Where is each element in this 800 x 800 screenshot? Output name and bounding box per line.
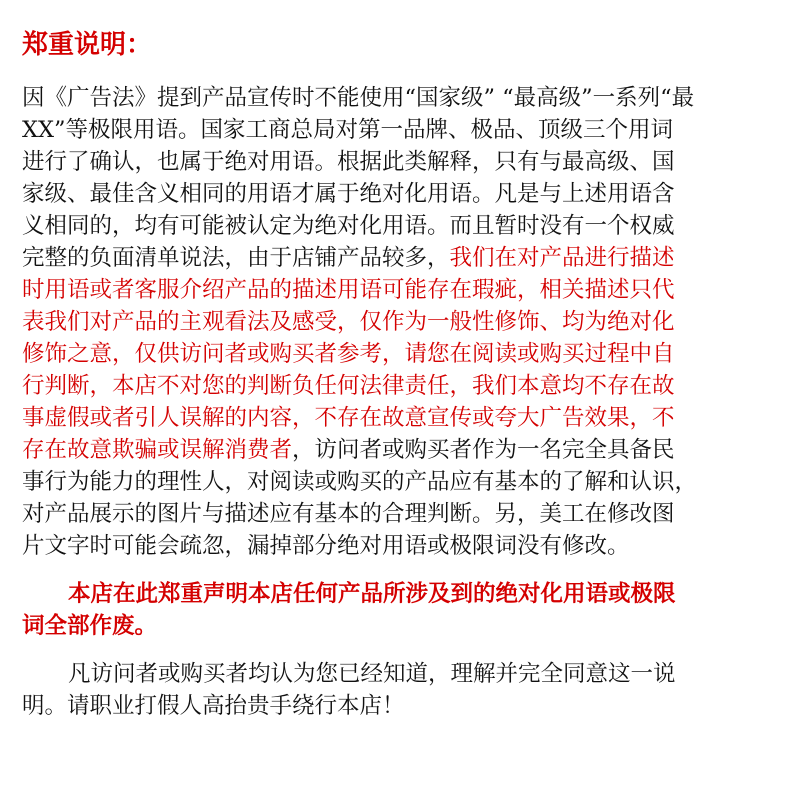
closing-line-2: 明。请职业打假人高抬贵手绕行本店！	[22, 693, 405, 719]
paragraph-1-line-9	[22, 338, 675, 370]
paragraph-1-line-5	[22, 210, 675, 242]
text-segment: 片文字时可能会疏忽，漏掉部分绝对用语或极限词没有修改。	[22, 533, 630, 559]
text-segment: 事行为能力的理性人，对阅读或购买的产品应有基本的了解和认识，	[22, 469, 698, 495]
paragraph-1-line-10	[22, 370, 675, 402]
text-segment: 对产品展示的图片与描述应有基本的合理判断。另，美工在修改图	[22, 501, 675, 527]
text-segment: XX”等极限用语。国家工商总局对第一品牌、极品、顶级三个用词	[22, 117, 674, 143]
paragraph-1-line-12	[22, 434, 675, 466]
statement-line-1: 本店在此郑重声明本店任何产品所涉及到的绝对化用语或极限	[68, 581, 676, 607]
text-segment: 因《广告法》提到产品宣传时不能使用“国家级” “最高级”一系列“最	[22, 85, 695, 111]
paragraph-1-line-6	[22, 242, 675, 274]
paragraph-1-line-15	[22, 530, 630, 562]
highlighted-text-segment: 行判断，本店不对您的判断负任何法律责任，我们本意均不存在故	[22, 373, 675, 399]
text-segment: 家级、最佳含义相同的用语才属于绝对化用语。凡是与上述用语含	[22, 181, 675, 207]
paragraph-1-line-13	[22, 466, 697, 498]
paragraph-1-line-4	[22, 178, 675, 210]
highlighted-text-segment: 修饰之意，仅供访问者或购买者参考，请您在阅读或购买过程中自	[22, 341, 675, 367]
highlighted-text-segment: 时用语或者客服介绍产品的描述用语可能存在瑕疵，相关描述只代	[22, 277, 675, 303]
paragraph-1-line-1	[22, 82, 694, 114]
statement-line-2: 词全部作废。	[22, 613, 158, 639]
text-segment: 完整的负面清单说法，由于店铺产品较多，	[22, 245, 450, 271]
highlighted-text-segment: 存在故意欺骗或误解消费者	[22, 437, 293, 463]
paragraph-1-line-2	[22, 114, 673, 146]
text-segment: 义相同的，均有可能被认定为绝对化用语。而且暂时没有一个权威	[22, 213, 675, 239]
paragraph-1-line-3	[22, 146, 675, 178]
paragraph-1-line-14	[22, 498, 675, 530]
paragraph-1-line-8	[22, 306, 675, 338]
highlighted-text-segment: 我们在对产品进行描述	[449, 245, 675, 271]
paragraph-1-line-11	[22, 402, 675, 434]
page-title: 郑重说明：	[22, 30, 153, 60]
text-segment: 进行了确认，也属于绝对用语。根据此类解释，只有与最高级、国	[22, 149, 675, 175]
closing-line-1: 凡访问者或购买者均认为您已经知道，理解并完全同意这一说	[68, 661, 676, 687]
paragraph-1-line-7	[22, 274, 675, 306]
text-segment: ，访问者或购买者作为一名完全具备民	[292, 437, 675, 463]
highlighted-text-segment: 事虚假或者引人误解的内容，不存在故意宣传或夸大广告效果，不	[22, 405, 675, 431]
highlighted-text-segment: 表我们对产品的主观看法及感受，仅作为一般性修饰、均为绝对化	[22, 309, 675, 335]
